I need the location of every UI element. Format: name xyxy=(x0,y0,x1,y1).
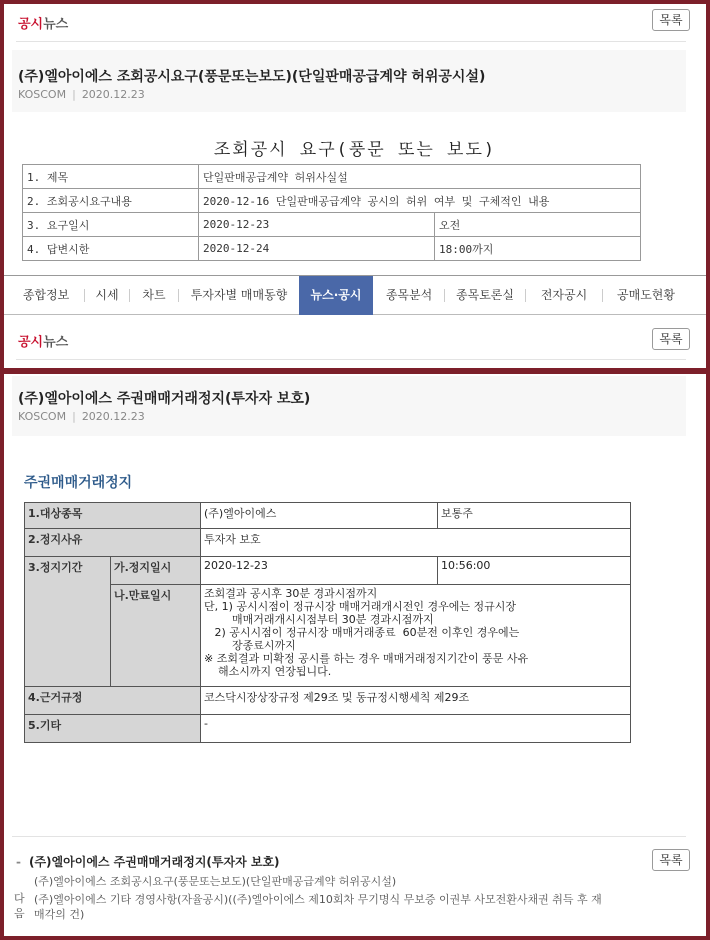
row-label: 1.대상종목 xyxy=(25,503,201,529)
row-value-2: 10:56:00 xyxy=(438,557,631,585)
article-source: KOSCOM xyxy=(18,88,67,101)
row-label: 3.정지기간 xyxy=(25,557,111,687)
table-row xyxy=(25,503,631,529)
row-label: 5.기타 xyxy=(25,715,201,743)
table-row xyxy=(25,687,631,715)
table-row xyxy=(25,585,631,687)
row-value-2: 보통주 xyxy=(438,503,631,529)
tab-short-selling[interactable]: 공매도현황 xyxy=(617,288,675,302)
table-row xyxy=(23,213,641,237)
article-date: 2020.12.23 xyxy=(81,410,145,423)
news-section-header xyxy=(16,4,686,42)
article-source: KOSCOM xyxy=(18,410,67,423)
section-title: 공시뉴스 xyxy=(18,335,69,350)
row-value: 2020-12-16 단일판매공급계약 공시의 허위 여부 및 구체적인 내용 xyxy=(199,189,641,213)
related-current xyxy=(16,853,280,870)
row-sublabel: 가.정지일시 xyxy=(111,557,201,585)
inquiry-table xyxy=(22,164,641,261)
list-button[interactable]: 목록 xyxy=(652,849,690,871)
row-value-2: 오전 xyxy=(435,213,641,237)
row-value: - xyxy=(201,715,631,743)
row-label: 4. 답변시한 xyxy=(23,237,199,261)
row-sublabel: 나.만료일시 xyxy=(111,585,201,687)
news-section-header xyxy=(16,322,686,360)
row-value: 단일판매공급계약 허위사실설 xyxy=(199,165,641,189)
row-label: 4.근거규정 xyxy=(25,687,201,715)
news-frame-bottom xyxy=(0,370,710,940)
table-row xyxy=(25,715,631,743)
row-label: 3. 요구일시 xyxy=(23,213,199,237)
related-news xyxy=(12,836,686,921)
related-item-next[interactable]: (주)엘아이에스 기타 경영사항(자율공시)((주)엘아이에스 제10회차 무기명식 무보증 이권부 사모전환사채권 취득 후 재 매각의 건) xyxy=(34,893,602,921)
article-meta: KOSCOM | 2020.12.23 xyxy=(18,88,145,101)
row-value: 투자자 보호 xyxy=(201,529,631,557)
table-row xyxy=(23,165,641,189)
row-value: 조회결과 공시후 30분 경과시점까지 단, 1) 공시시점이 정규시장 매매거래개시전인 경우에는 정규시장 매매거래개시시점부터 30분 경과시점까지 2) 공시시점이 정규시장 매매거래종료 60분전 이후인 경우에는 장종료시까지 ※ 조회결과 미확정 공시를 하는 경우 매매거래정지기간이 풍문 사유 해소시까지 연장됩니다. xyxy=(201,585,631,687)
table-row xyxy=(25,557,631,585)
row-value: 2020-12-23 xyxy=(201,557,438,585)
row-label: 1. 제목 xyxy=(23,165,199,189)
article-title: (주)엘아이에스 주권매매거래정지(투자자 보호) xyxy=(18,391,311,407)
list-button[interactable]: 목록 xyxy=(652,9,690,31)
stock-tab-bar xyxy=(4,275,706,315)
notice-heading: 주권매매거래정지 xyxy=(24,475,133,491)
row-value: 2020-12-23 xyxy=(199,213,435,237)
tab-price[interactable]: 시세 xyxy=(95,288,119,302)
row-value: (주)엘아이에스 xyxy=(201,503,438,529)
article-header xyxy=(12,50,686,112)
row-value: 코스닥시장상장규정 제29조 및 동규정시행세칙 제29조 xyxy=(201,687,631,715)
list-button[interactable]: 목록 xyxy=(652,328,690,350)
tab-chart[interactable]: 차트 xyxy=(142,288,166,302)
tab-discussion[interactable]: 종목토론실 xyxy=(456,288,514,302)
tab-electronic-disclosure[interactable]: 전자공시 xyxy=(540,288,588,302)
row-value-2: 18:00까지 xyxy=(435,237,641,261)
news-frame-top xyxy=(0,0,710,372)
current-title: (주)엘아이에스 주권매매거래정지(투자자 보호) xyxy=(28,855,280,869)
article-title: (주)엘아이에스 조회공시요구(풍문또는보도)(단일판매공급계약 허위공시설) xyxy=(18,69,486,85)
tab-stock-analysis[interactable]: 종목분석 xyxy=(385,288,433,302)
tab-overview[interactable]: 종합정보 xyxy=(22,288,70,302)
tab-news-disclosure[interactable]: 뉴스·공시 xyxy=(299,276,373,315)
trading-halt-table xyxy=(24,502,631,743)
table-row xyxy=(23,189,641,213)
article-date: 2020.12.23 xyxy=(81,88,145,101)
section-title: 공시뉴스 xyxy=(18,17,69,32)
table-row xyxy=(25,529,631,557)
current-marker: - xyxy=(16,855,21,869)
article-meta: KOSCOM | 2020.12.23 xyxy=(18,410,145,423)
related-item-prev[interactable]: (주)엘아이에스 조회공시요구(풍문또는보도)(단일판매공급계약 허위공시설) xyxy=(34,875,397,888)
row-label: 2.정지사유 xyxy=(25,529,201,557)
tab-investor-trading[interactable]: 투자자별 매매동향 xyxy=(190,288,288,302)
row-value: 2020-12-24 xyxy=(199,237,435,261)
row-label: 2. 조회공시요구내용 xyxy=(23,189,199,213)
article-header xyxy=(12,376,686,436)
document-heading: 조회공시 요구(풍문 또는 보도) xyxy=(213,140,497,160)
table-row xyxy=(23,237,641,261)
next-label: 다음 xyxy=(14,892,25,920)
